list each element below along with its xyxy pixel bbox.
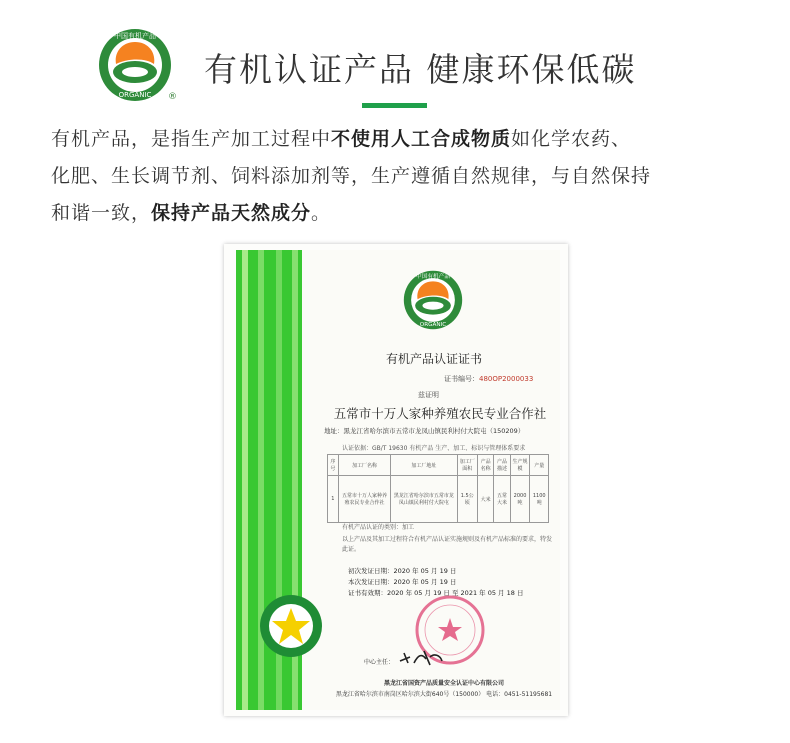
intro-line-2: 化肥、生长调节剂、饲料添加剂等，生产遵循自然规律，与自然保持 xyxy=(51,165,652,187)
table-cell: 黑龙江省哈尔滨市五常市龙凤山镇民利村付大院屯 xyxy=(391,476,457,523)
table-header: 产品描述 xyxy=(494,455,510,476)
table-header: 加工厂地址 xyxy=(391,455,457,476)
certificate-image xyxy=(224,244,568,716)
certificate-statement: 以上产品及其加工过程符合有机产品认证实施规则及有机产品标准的要求，特发此证。 xyxy=(342,536,553,553)
star-emblem-icon xyxy=(259,594,323,658)
intro-bold-1: 不使用人工合成物质 xyxy=(331,128,512,150)
table-cell: 2000吨 xyxy=(510,476,530,523)
certificate-basis: 认证依据：GB/T 19630 有机产品 生产、加工、标识与管理体系要求 xyxy=(342,445,526,452)
certificate-number xyxy=(444,374,533,384)
table-cell: 1100吨 xyxy=(530,476,549,523)
table-cell: 五常市十万人家种养殖农民专业合作社 xyxy=(338,476,390,523)
director-label: 中心主任： xyxy=(364,659,395,666)
this-issue-date xyxy=(348,577,456,586)
certify-label: 兹证明 xyxy=(418,391,439,399)
table-header: 生产规模 xyxy=(510,455,530,476)
table-header: 加工厂面积 xyxy=(457,455,477,476)
table-header: 加工厂名称 xyxy=(338,455,390,476)
table-header: 产量 xyxy=(530,455,549,476)
headline-underline xyxy=(362,103,427,108)
validity-label: 证书有效期： xyxy=(348,589,387,597)
logo-arc-text: ORGANIC xyxy=(118,91,152,99)
table-cell: 1.5公顷 xyxy=(457,476,477,523)
this-issue-label: 本次发证日期： xyxy=(348,578,394,586)
table-cell: 五常大米 xyxy=(494,476,510,523)
validity-value: 2020 年 05 月 19 日 至 2021 年 05 月 18 日 xyxy=(387,589,524,597)
table-row xyxy=(328,476,549,523)
registered-mark: ® xyxy=(168,92,177,102)
certificate-number-value: 480OP2000033 xyxy=(479,375,534,383)
certificate-number-label: 证书编号： xyxy=(444,375,479,383)
intro-bold-2: 保持产品天然成分 xyxy=(151,202,312,224)
intro-paragraph xyxy=(51,121,751,232)
first-issue-value: 2020 年 05 月 19 日 xyxy=(393,567,457,575)
certificate-organic-logo-icon xyxy=(403,270,463,330)
certificate-address: 地址：黑龙江省哈尔滨市五常市龙凤山镇民利村付大院屯（150209） xyxy=(324,427,525,435)
table-cell: 1 xyxy=(328,476,339,523)
certificate-issuer: 黑龙江省国资产品质量安全认证中心有限公司 xyxy=(383,680,504,687)
cert-logo-ring-text: 中国有机产品 xyxy=(416,274,450,281)
intro-text-4: 。 xyxy=(311,202,332,224)
signature xyxy=(396,647,446,669)
intro-text-1: 有机产品，是指生产加工过程中 xyxy=(51,128,332,150)
intro-text-3: 和谐一致， xyxy=(51,202,152,224)
this-issue-value: 2020 年 05 月 19 日 xyxy=(393,578,457,586)
certificate-title: 有机产品认证证书 xyxy=(385,352,482,366)
organic-logo-icon xyxy=(98,28,172,102)
certificate-issuer-contact: 黑龙江省哈尔滨市南岗区哈尔滨大街640号（150000） 电话：0451-51195681 xyxy=(335,691,553,698)
first-issue-date xyxy=(348,566,456,575)
table-header: 序号 xyxy=(328,455,339,476)
table-header-row xyxy=(328,455,549,476)
certificate-company: 五常市十万人家种养殖农民专业合作社 xyxy=(333,406,547,421)
certificate-category: 有机产品认证的类别：加工 xyxy=(342,524,415,531)
table-cell: 大米 xyxy=(477,476,493,523)
intro-text-2: 如化学农药、 xyxy=(511,128,632,150)
certificate-table xyxy=(327,454,549,523)
page-headline: 有机认证产品 健康环保低碳 xyxy=(204,50,637,89)
first-issue-label: 初次发证日期： xyxy=(348,567,394,575)
cert-logo-arc-text: ORGANIC xyxy=(419,321,447,328)
table-header: 产品名称 xyxy=(477,455,493,476)
logo-ring-text: 中国有机产品 xyxy=(114,32,156,40)
